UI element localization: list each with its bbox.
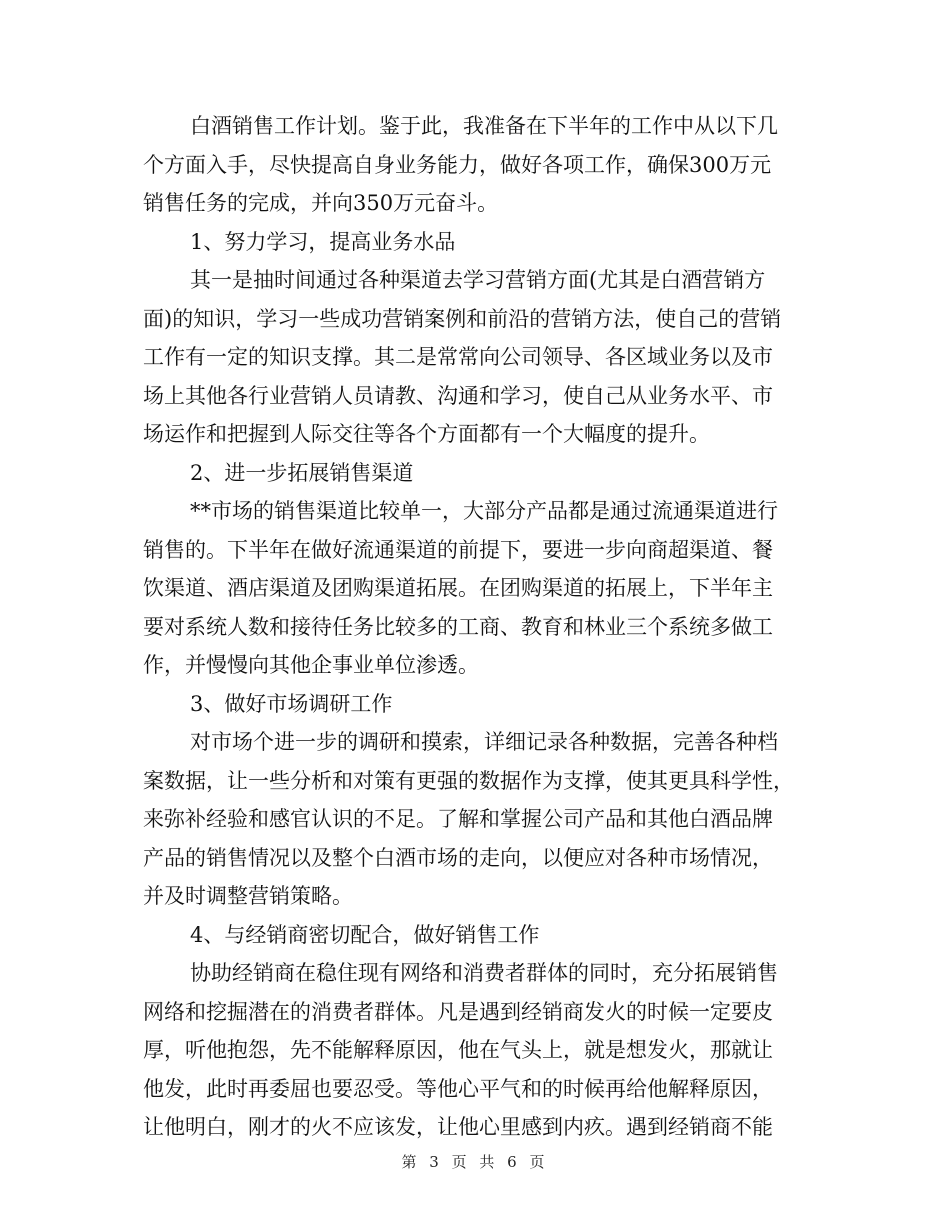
- text-line: 对市场个进一步的调研和摸索，详细记录各种数据，完善各种档: [190, 730, 778, 754]
- text-line: 白酒销售工作计划。鉴于此，我准备在下半年的工作中从以下几: [190, 114, 778, 138]
- text-line: 工作有一定的知识支撑。其二是常常向公司领导、各区域业务以及市: [143, 345, 773, 369]
- text-line: 要对系统人数和接待任务比较多的工商、教育和林业三个系统多做工: [143, 614, 773, 639]
- text-line: 厚，听他抱怨，先不能解释原因，他在气头上，就是想发火，那就让: [143, 1038, 773, 1062]
- text-line: 其一是抽时间通过各种渠道去学习营销方面(尤其是白酒营销方: [190, 268, 766, 292]
- text-line: 协助经销商在稳住现有网络和消费者群体的同时，充分拓展销售: [190, 961, 778, 985]
- text-line: 来弥补经验和感官认识的不足。了解和掌握公司产品和其他白酒品牌: [143, 807, 773, 831]
- text-line: 个方面入手，尽快提高自身业务能力，做好各项工作，确保300万元: [143, 152, 772, 177]
- section-heading: 1、努力学习，提高业务水品: [190, 229, 456, 254]
- text-line: 产品的销售情况以及整个白酒市场的走向，以便应对各种市场情况，: [143, 845, 773, 870]
- text-line: 作，并慢慢向其他企事业单位渗透。: [143, 653, 479, 677]
- text-line: 并及时调整营销策略。: [143, 884, 353, 908]
- section-heading: 4、与经销商密切配合，做好销售工作: [190, 922, 540, 947]
- page-number: 第 3 页 共 6 页: [401, 1153, 549, 1171]
- text-line: 饮渠道、酒店渠道及团购渠道拓展。在团购渠道的拓展上，下半年主: [143, 576, 773, 600]
- text-line: 销售任务的完成，并向350万元奋斗。: [143, 191, 499, 215]
- section-heading: 3、做好市场调研工作: [190, 691, 393, 716]
- text-line: 他发，此时再委屈也要忍受。等他心平气和的时候再给他解释原因，: [143, 1076, 773, 1101]
- text-line: 网络和挖掘潜在的消费者群体。凡是遇到经销商发火的时候一定要皮: [143, 999, 773, 1024]
- section-heading: 2、进一步拓展销售渠道: [190, 460, 414, 485]
- text-line: **市场的销售渠道比较单一，大部分产品都是通过流通渠道进行: [190, 499, 778, 523]
- text-line: 案数据，让一些分析和对策有更强的数据作为支撑，使其更具科学性，: [143, 768, 794, 793]
- text-line: 面)的知识，学习一些成功营销案例和前沿的营销方法，使自己的营销: [143, 306, 782, 331]
- text-line: 场上其他各行业营销人员请教、沟通和学习，使自己从业务水平、市: [143, 383, 773, 408]
- text-line: 场运作和把握到人际交往等各个方面都有一个大幅度的提升。: [143, 422, 710, 446]
- text-line: 让他明白，刚才的火不应该发，让他心里感到内疚。遇到经销商不能: [143, 1115, 773, 1139]
- text-line: 销售的。下半年在做好流通渠道的前提下，要进一步向商超渠道、餐: [143, 537, 773, 562]
